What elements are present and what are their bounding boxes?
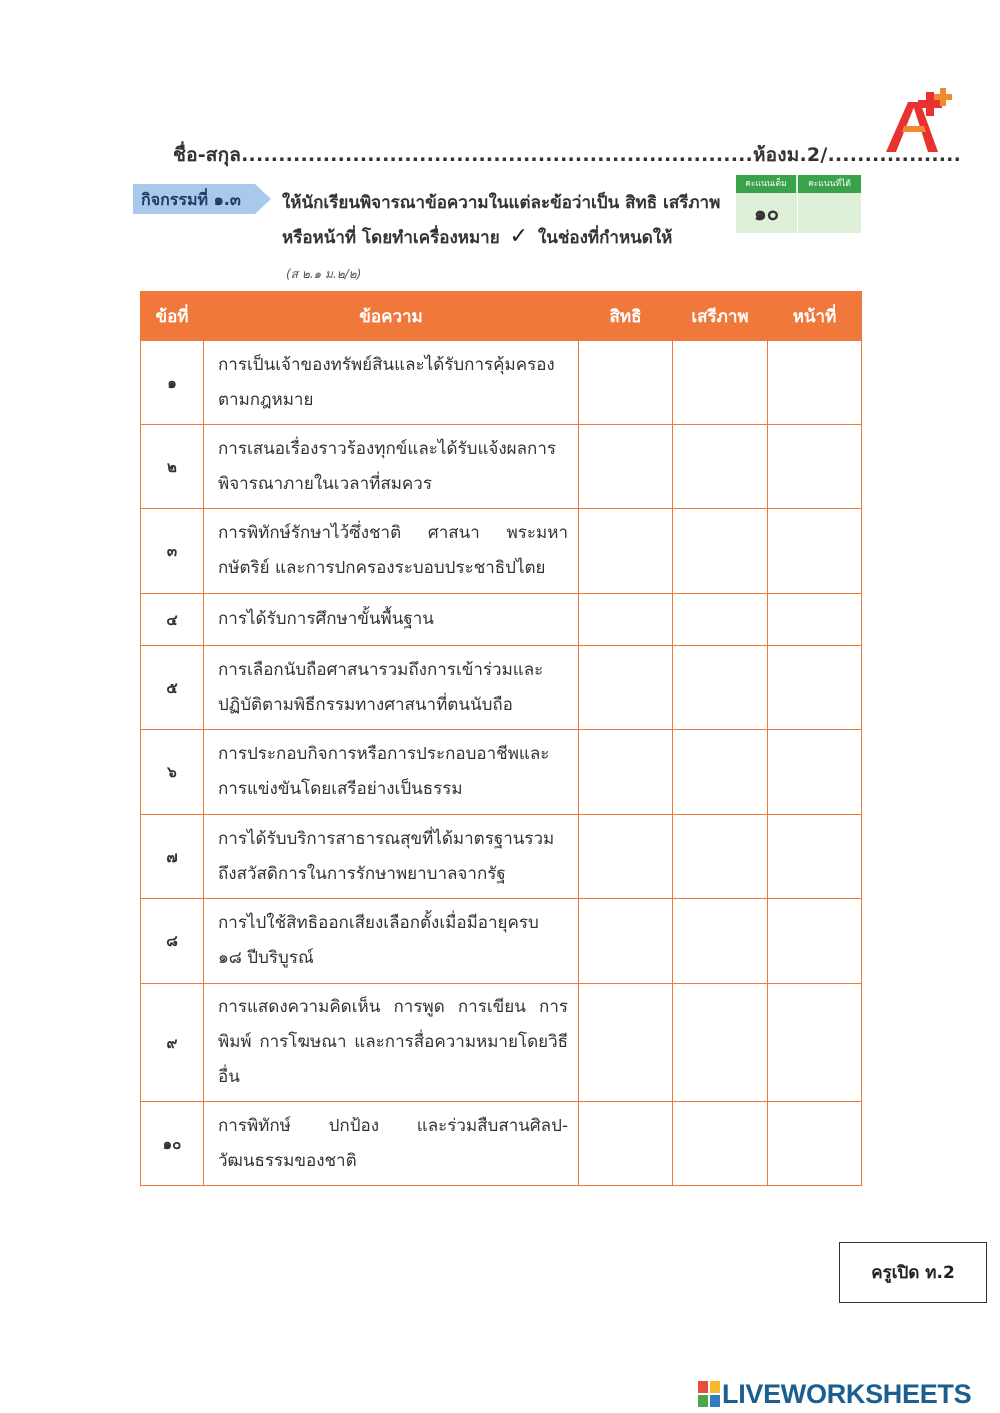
answer-cell-right[interactable]: [579, 1102, 673, 1186]
answer-cell-liberty[interactable]: [673, 509, 768, 594]
instruction-line-1: ให้นักเรียนพิจารณาข้อความในแต่ละข้อว่าเป็น สิทธิ เสรีภาพ: [282, 193, 721, 213]
answer-cell-liberty[interactable]: [673, 899, 768, 984]
name-class-line: ชื่อ-สกุล.....................................................................ห้องม.2/..................: [173, 144, 961, 166]
row-number: ๔: [141, 594, 204, 646]
header-number: ข้อที่: [141, 292, 204, 341]
teacher-note-box: [839, 1242, 987, 1303]
checkmark-icon: ✓: [509, 224, 529, 249]
answer-cell-right[interactable]: [579, 594, 673, 646]
row-number: ๙: [141, 984, 204, 1102]
answer-cell-duty[interactable]: [768, 984, 862, 1102]
row-number: ๒: [141, 425, 204, 509]
instruction-line-2a: หรือหน้าที่ โดยทำเครื่องหมาย: [282, 228, 500, 248]
full-score-label: คะแนนเต็ม: [736, 175, 796, 193]
header-liberty: เสรีภาพ: [673, 292, 768, 341]
row-statement: การพิทักษ์ ปกป้อง และร่วมสืบสานศิลป-วัฒนธรรมของชาติ: [204, 1102, 579, 1186]
table-row: [141, 984, 862, 1102]
answer-cell-liberty[interactable]: [673, 594, 768, 646]
row-statement: การได้รับการศึกษาขั้นพื้นฐาน: [204, 594, 579, 646]
score-divider: [797, 193, 798, 233]
answer-cell-duty[interactable]: [768, 1102, 862, 1186]
answer-cell-liberty[interactable]: [673, 1102, 768, 1186]
row-number: ๑๐: [141, 1102, 204, 1186]
row-number: ๗: [141, 815, 204, 899]
row-statement: การได้รับบริการสาธารณสุขที่ได้มาตรฐานรวมถึงสวัสดิการในการรักษาพยาบาลจากรัฐ: [204, 815, 579, 899]
table-row: [141, 341, 862, 425]
instruction-text: [282, 186, 734, 255]
obtained-score-label: คะแนนที่ได้: [798, 175, 861, 193]
row-statement: การไปใช้สิทธิออกเสียงเลือกตั้งเมื่อมีอายุครบ ๑๘ ปีบริบูรณ์: [204, 899, 579, 984]
answer-cell-right[interactable]: [579, 646, 673, 730]
row-statement: การเลือกนับถือศาสนารวมถึงการเข้าร่วมและปฏิบัติตามพิธีกรรมทางศาสนาที่ตนนับถือ: [204, 646, 579, 730]
answer-cell-liberty[interactable]: [673, 341, 768, 425]
full-score-value: ๑๐: [754, 201, 779, 225]
row-statement: การพิทักษ์รักษาไว้ซึ่งชาติ ศาสนา พระมหากษัตริย์ และการปกครองระบอบประชาธิปไตย: [204, 509, 579, 594]
answer-cell-right[interactable]: [579, 341, 673, 425]
answer-cell-duty[interactable]: [768, 730, 862, 815]
table-row: [141, 509, 862, 594]
liveworksheets-brand: [698, 1378, 971, 1410]
answer-cell-liberty[interactable]: [673, 815, 768, 899]
score-box: [736, 175, 861, 233]
table-row: [141, 815, 862, 899]
answer-cell-duty[interactable]: [768, 815, 862, 899]
table-row: [141, 899, 862, 984]
table-row: [141, 594, 862, 646]
row-number: ๑: [141, 341, 204, 425]
header-duty: หน้าที่: [768, 292, 862, 341]
teacher-note-text: ครูเปิด ท.2: [871, 1263, 955, 1283]
answer-cell-duty[interactable]: [768, 594, 862, 646]
activity-tag-label: กิจกรรมที่ ๑.๓: [141, 190, 241, 209]
row-number: ๓: [141, 509, 204, 594]
answer-cell-duty[interactable]: [768, 341, 862, 425]
answer-cell-duty[interactable]: [768, 509, 862, 594]
answer-cell-right[interactable]: [579, 815, 673, 899]
learning-standard: (ส ๒.๑ ม.๒/๒): [286, 267, 362, 281]
activity-tag: [133, 184, 271, 214]
answer-cell-liberty[interactable]: [673, 646, 768, 730]
row-statement: การเสนอเรื่องราวร้องทุกข์และได้รับแจ้งผลการพิจารณาภายในเวลาที่สมควร: [204, 425, 579, 509]
answer-cell-right[interactable]: [579, 730, 673, 815]
row-number: ๘: [141, 899, 204, 984]
answer-cell-duty[interactable]: [768, 425, 862, 509]
activity-table: [140, 291, 862, 1186]
answer-cell-right[interactable]: [579, 509, 673, 594]
answer-cell-right[interactable]: [579, 425, 673, 509]
table-header-row: [141, 292, 862, 341]
answer-cell-liberty[interactable]: [673, 425, 768, 509]
answer-cell-right[interactable]: [579, 984, 673, 1102]
liveworksheets-logo-icon: [698, 1381, 720, 1407]
answer-cell-liberty[interactable]: [673, 984, 768, 1102]
instruction-line-2: [282, 220, 734, 255]
instruction-line-2b: ในช่องที่กำหนดให้: [537, 228, 673, 248]
table-row: [141, 425, 862, 509]
header-right: สิทธิ: [579, 292, 673, 341]
table-row: [141, 646, 862, 730]
row-number: ๖: [141, 730, 204, 815]
table-row: [141, 730, 862, 815]
row-statement: การแสดงความคิดเห็น การพูด การเขียน การพิมพ์ การโฆษณา และการสื่อความหมายโดยวิธีอื่น: [204, 984, 579, 1102]
table-row: [141, 1102, 862, 1186]
header-statement: ข้อความ: [204, 292, 579, 341]
row-statement: การประกอบกิจการหรือการประกอบอาชีพและการแข่งขันโดยเสรีอย่างเป็นธรรม: [204, 730, 579, 815]
answer-cell-duty[interactable]: [768, 646, 862, 730]
row-number: ๕: [141, 646, 204, 730]
answer-cell-duty[interactable]: [768, 899, 862, 984]
row-statement: การเป็นเจ้าของทรัพย์สินและได้รับการคุ้มครองตามกฎหมาย: [204, 341, 579, 425]
answer-cell-liberty[interactable]: [673, 730, 768, 815]
brand-name: LIVEWORKSHEETS: [722, 1378, 972, 1409]
answer-cell-right[interactable]: [579, 899, 673, 984]
